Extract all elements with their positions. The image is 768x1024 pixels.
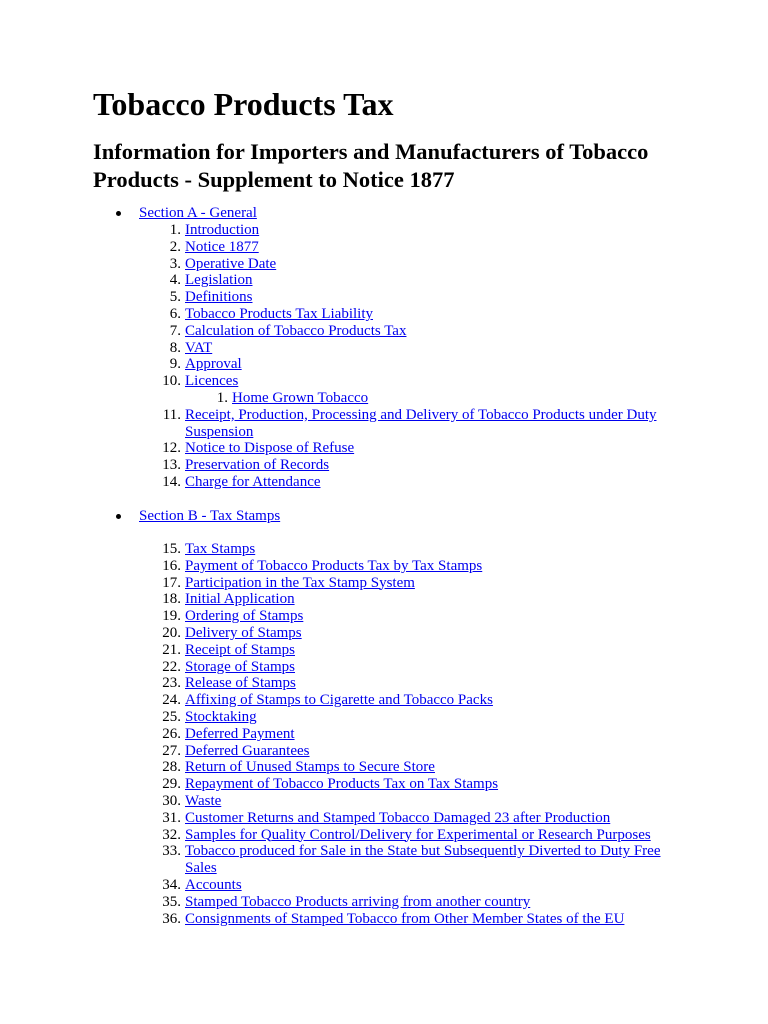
list-item: 3. Operative Date	[169, 255, 277, 272]
toc-link[interactable]: Receipt of Stamps	[185, 641, 295, 658]
list-item: 33. Tobacco produced for Sale in the State but Subsequently Diverted to Duty Free Sales	[162, 843, 661, 877]
page-title: Tobacco Products Tax	[93, 86, 394, 122]
list-item: 19. Ordering of Stamps	[162, 608, 304, 625]
toc-link[interactable]: Legislation	[185, 272, 253, 289]
list-item: 22. Storage of Stamps	[162, 658, 295, 675]
toc-link[interactable]: Approval	[185, 356, 242, 373]
toc-link[interactable]: Customer Returns and Stamped Tobacco Damaged 23 after Production	[185, 809, 611, 826]
list-item: 16. Payment of Tobacco Products Tax by Tax Stamps	[162, 557, 483, 574]
toc-link[interactable]: Return of Unused Stamps to Secure Store	[185, 759, 435, 776]
toc-link[interactable]: Storage of Stamps	[185, 658, 295, 675]
toc-link[interactable]: Payment of Tobacco Products Tax by Tax Stamps	[185, 557, 483, 574]
list-item: 4. Legislation	[169, 272, 253, 289]
list-item: 12. Notice to Dispose of Refuse	[162, 440, 355, 457]
toc-link[interactable]: Waste	[185, 792, 222, 809]
section-a-list	[162, 222, 685, 491]
bullet-icon	[116, 514, 121, 519]
toc-link[interactable]: Release of Stamps	[185, 675, 296, 692]
sub-list-item: 1. Home Grown Tobacco	[216, 389, 369, 406]
list-item: 36. Consignments of Stamped Tobacco from Other Member States of the EU	[162, 910, 625, 927]
list-item: 6. Tobacco Products Tax Liability	[169, 305, 373, 322]
toc-link[interactable]: Charge for Attendance	[185, 473, 321, 490]
toc-link[interactable]: Samples for Quality Control/Delivery for Experimental or Research Purposes	[185, 826, 651, 843]
list-item: 14. Charge for Attendance	[162, 473, 321, 490]
toc-link[interactable]: Notice 1877	[185, 238, 259, 255]
toc-link[interactable]: Stamped Tobacco Products arriving from another country	[185, 893, 531, 910]
list-item: 31. Customer Returns and Stamped Tobacco Damaged 23 after Production	[162, 809, 611, 826]
toc-link[interactable]: VAT	[185, 339, 213, 356]
toc-link[interactable]: Calculation of Tobacco Products Tax	[185, 322, 407, 339]
toc-link[interactable]: Licences	[185, 373, 239, 390]
section-b-list	[162, 541, 685, 927]
toc-link[interactable]: Receipt, Production, Processing and Delivery of Tobacco Products under Duty Suspension	[185, 406, 657, 440]
list-item: 21. Receipt of Stamps	[162, 641, 295, 658]
section-a-link[interactable]: Section A - General	[139, 205, 257, 221]
list-item: 34. Accounts	[162, 876, 242, 893]
toc-link[interactable]: Operative Date	[185, 255, 277, 272]
list-item: 8. VAT	[169, 339, 213, 356]
toc-link[interactable]: Deferred Payment	[185, 725, 295, 742]
toc-link[interactable]: Stocktaking	[185, 708, 257, 725]
toc-link[interactable]: Home Grown Tobacco	[232, 389, 369, 406]
list-item: 18. Initial Application	[162, 591, 295, 608]
toc-link[interactable]: Deferred Guarantees	[185, 742, 310, 759]
list-item: 1. Introduction	[169, 222, 260, 238]
list-item: 26. Deferred Payment	[162, 725, 295, 742]
toc-link[interactable]: Initial Application	[185, 591, 295, 608]
toc-link[interactable]: Tax Stamps	[185, 541, 256, 557]
section-b-link[interactable]: Section B - Tax Stamps	[139, 508, 281, 524]
list-item: 35. Stamped Tobacco Products arriving from another country	[162, 893, 531, 910]
list-item: 10. Licences 1. Home Grown Tobacco	[185, 373, 685, 407]
bullet-icon	[116, 211, 121, 216]
list-item: 27. Deferred Guarantees	[162, 742, 310, 759]
sub-list	[216, 389, 685, 407]
list-item: 30. Waste	[162, 792, 222, 809]
toc-link[interactable]: Tobacco produced for Sale in the State but Subsequently Diverted to Duty Free Sales	[185, 843, 661, 877]
toc-link[interactable]: Delivery of Stamps	[185, 624, 302, 641]
list-item: 28. Return of Unused Stamps to Secure Store	[162, 759, 435, 776]
list-item: 29. Repayment of Tobacco Products Tax on Tax Stamps	[162, 776, 499, 793]
list-item: 2. Notice 1877	[169, 238, 259, 255]
toc-link[interactable]: Ordering of Stamps	[185, 608, 304, 625]
toc-link[interactable]: Consignments of Stamped Tobacco from Other Member States of the EU	[185, 910, 625, 927]
list-item: 9. Approval	[169, 356, 242, 373]
list-item: 11. Receipt, Production, Processing and Delivery of Tobacco Products under Duty Suspension	[162, 406, 657, 440]
toc-link[interactable]: Introduction	[185, 222, 260, 238]
page-subtitle: Information for Importers and Manufacturers of Tobacco Products - Supplement to Notice 1877	[93, 139, 649, 192]
toc-link[interactable]: Definitions	[185, 289, 253, 306]
list-item: 24. Affixing of Stamps to Cigarette and Tobacco Packs	[162, 692, 493, 709]
toc-link[interactable]: Preservation of Records	[185, 457, 330, 474]
toc-link[interactable]: Tobacco Products Tax Liability	[185, 305, 373, 322]
toc-link[interactable]: Affixing of Stamps to Cigarette and Tobacco Packs	[185, 692, 493, 709]
list-item: 15. Tax Stamps	[162, 541, 256, 557]
toc-link[interactable]: Accounts	[185, 876, 242, 893]
list-item: 17. Participation in the Tax Stamp System	[162, 574, 415, 591]
list-item: 25. Stocktaking	[162, 708, 257, 725]
list-item: 13. Preservation of Records	[162, 457, 330, 474]
list-item: 32. Samples for Quality Control/Delivery for Experimental or Research Purposes	[162, 826, 651, 843]
list-item: 20. Delivery of Stamps	[162, 624, 302, 641]
toc-link[interactable]: Notice to Dispose of Refuse	[185, 440, 355, 457]
toc-link[interactable]: Repayment of Tobacco Products Tax on Tax Stamps	[185, 776, 499, 793]
list-item: 23. Release of Stamps	[162, 675, 296, 692]
toc-link[interactable]: Participation in the Tax Stamp System	[185, 574, 415, 591]
list-item: 7. Calculation of Tobacco Products Tax	[169, 322, 407, 339]
list-item: 5. Definitions	[169, 289, 253, 306]
